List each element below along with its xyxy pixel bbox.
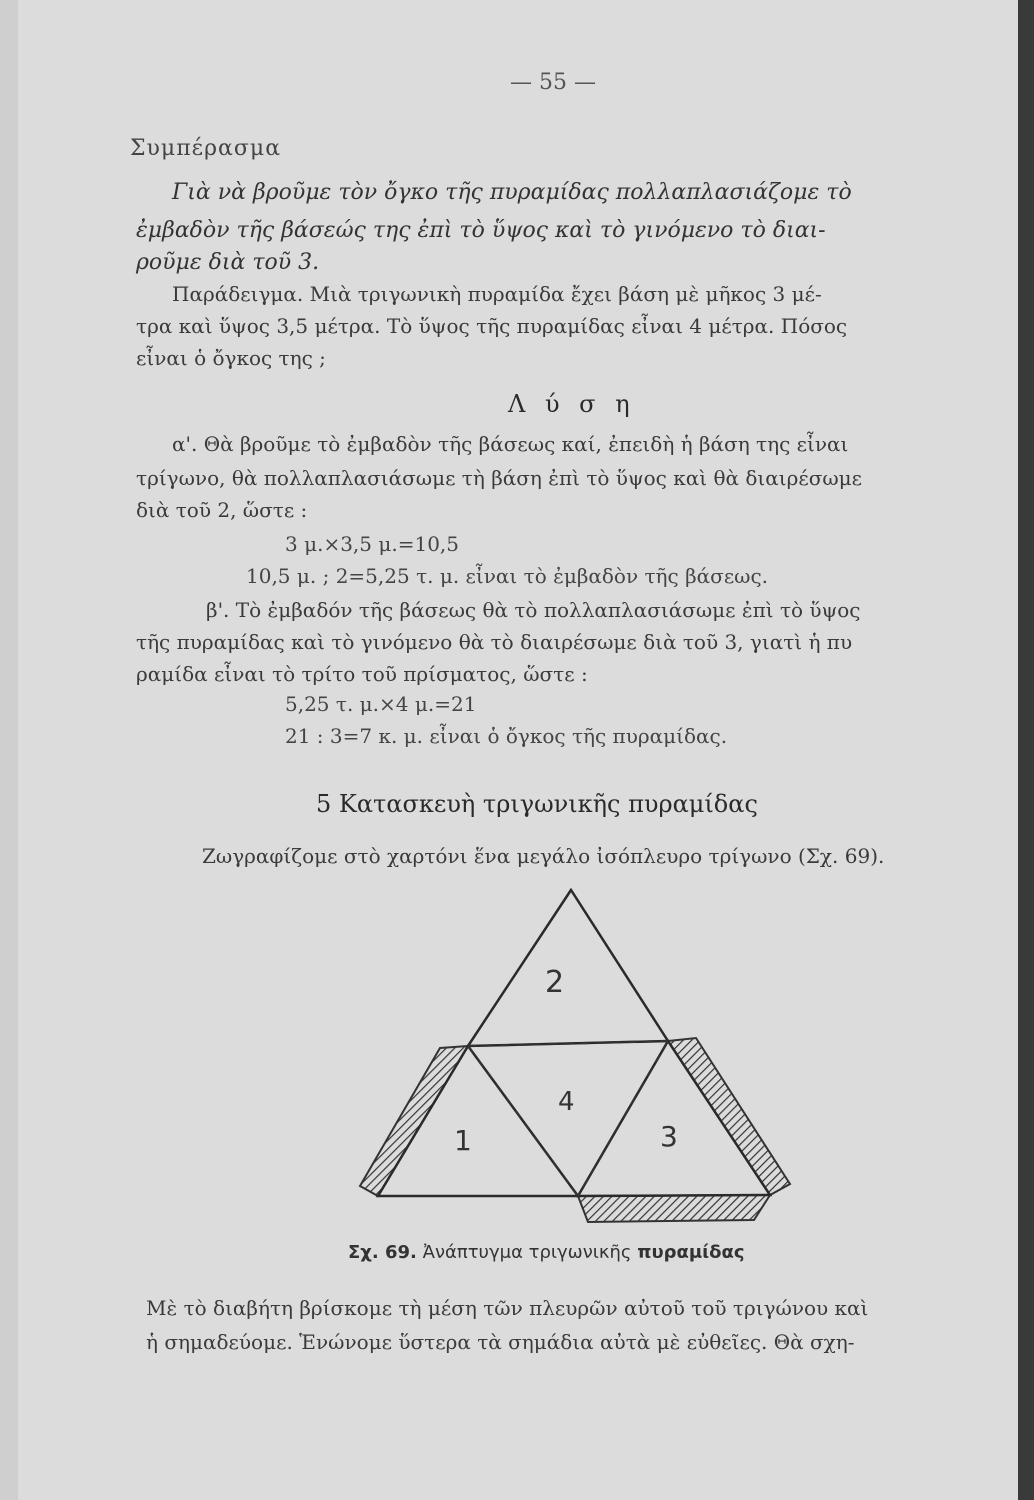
step-a-equation-2: 10,5 μ. ; 2=5,25 τ. μ. εἶναι τὸ ἐμβαδὸν τῆς βάσεως. — [246, 564, 769, 588]
closing-line-1: Μὲ τὸ διαβήτη βρίσκομε τὴ μέση τῶν πλευρῶν αὐτοῦ τοῦ τριγώνου καὶ — [146, 1296, 869, 1320]
step-a-line-2: τρίγωνο, θὰ πολλαπλασιάσωμε τὴ βάση ἐπὶ τὸ ὕψος καὶ θὰ διαιρέσωμε — [136, 466, 863, 490]
fold-lines — [468, 1041, 668, 1196]
left-flap — [360, 1046, 468, 1196]
figure-caption-bold: πυραμίδας — [637, 1242, 745, 1263]
figure-caption — [348, 1242, 745, 1263]
right-flap — [668, 1038, 790, 1195]
figure-caption-number: Σχ. 69. — [348, 1242, 417, 1263]
face-2 — [468, 890, 668, 1046]
step-b-line-3: ραμίδα εἶναι τὸ τρίτο τοῦ πρίσματος, ὥστε : — [136, 662, 588, 686]
face-label-1: 1 — [454, 1124, 472, 1157]
conclusion-line-1: Γιὰ νὰ βροῦμε τὸν ὄγκο τῆς πυραμίδας πολλαπλασιάζομε τὸ — [172, 180, 852, 205]
page-number: — 55 — — [510, 70, 596, 95]
example-line-2: τρα καὶ ὕψος 3,5 μέτρα. Τὸ ὕψος τῆς πυραμίδας εἶναι 4 μέτρα. Πόσος — [136, 314, 848, 338]
step-b-line-1: β'. Τὸ ἐμβαδόν τῆς βάσεως θὰ τὸ πολλαπλασιάσωμε ἐπὶ τὸ ὕψος — [206, 598, 861, 622]
section-title: Συμπέρασμα — [130, 136, 282, 161]
figure-caption-text: Ἀνάπτυγμα τριγωνικῆς — [422, 1242, 632, 1263]
step-b-line-2: τῆς πυραμίδας καὶ τὸ γινόμενο θὰ τὸ διαιρέσωμε διὰ τοῦ 3, γιατὶ ἡ πυ — [136, 630, 853, 654]
face-label-2: 2 — [545, 965, 565, 1000]
example-line-3: εἶναι ὁ ὄγκος της ; — [136, 346, 326, 370]
bottom-flap — [578, 1195, 770, 1222]
conclusion-line-3: ροῦμε διὰ τοῦ 3. — [136, 250, 320, 275]
step-b-equation-1: 5,25 τ. μ.×4 μ.=21 — [285, 692, 477, 716]
section-5-text: Ζωγραφίζομε στὸ χαρτόνι ἕνα μεγάλο ἰσόπλευρο τρίγωνο (Σχ. 69). — [202, 844, 885, 868]
solution-heading: Λ ύ σ η — [508, 390, 636, 418]
face-label-3: 3 — [660, 1120, 678, 1153]
step-b-equation-2: 21 : 3=7 κ. μ. εἶναι ὁ ὄγκος τῆς πυραμίδας. — [285, 724, 728, 748]
conclusion-line-2: ἐμβαδὸν τῆς βάσεώς της ἐπὶ τὸ ὕψος καὶ τὸ γινόμενο τὸ διαι- — [136, 218, 826, 243]
section-5-title: 5 Κατασκευὴ τριγωνικῆς πυραμίδας — [316, 790, 758, 818]
step-a-equation-1: 3 μ.×3,5 μ.=10,5 — [285, 532, 460, 556]
step-a-line-3: διὰ τοῦ 2, ὥστε : — [136, 498, 308, 522]
step-a-line-1: α'. Θὰ βροῦμε τὸ ἐμβαδὸν τῆς βάσεως καί, ἐπειδὴ ἡ βάση της εἶναι — [172, 432, 849, 456]
closing-line-2: ἡ σημαδεύομε. Ἑνώνομε ὕστερα τὰ σημάδια αὐτὰ μὲ εὐθεῖες. Θὰ σχη- — [146, 1330, 855, 1354]
face-label-4: 4 — [558, 1087, 575, 1117]
example-line-1: Παράδειγμα. Μιὰ τριγωνικὴ πυραμίδα ἔχει βάση μὲ μῆκος 3 μέ- — [172, 282, 822, 306]
